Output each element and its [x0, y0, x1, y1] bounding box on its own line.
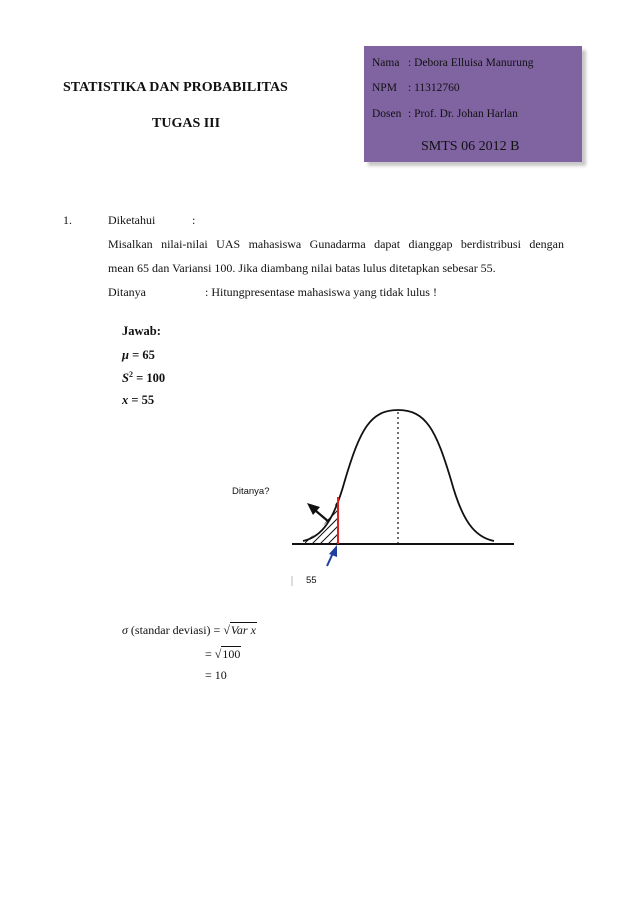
ditanya-label: Ditanya	[108, 285, 146, 299]
mu-value: = 65	[132, 348, 155, 362]
bell-curve	[303, 410, 494, 541]
x-value: = 55	[131, 393, 155, 407]
x-symbol: x	[122, 393, 129, 407]
nama-value: : Debora Elluisa Manurung	[408, 57, 534, 69]
cutoff-arrow-head	[329, 545, 337, 557]
figure-x-label: 55	[306, 575, 317, 586]
sqrt-100-value: 100	[222, 647, 241, 661]
class-label: SMTS 06 2012 B	[421, 139, 520, 154]
sigma-description: (standar deviasi) =	[130, 623, 221, 637]
problem-line-2: mean 65 dan Variansi 100. Jika diambang nilai batas lulus ditetapkan sebesar 55.	[108, 261, 496, 275]
s-value: = 100	[136, 371, 166, 386]
mu-symbol: μ	[122, 348, 129, 362]
s-superscript: 2	[128, 370, 133, 379]
problem-number: 1.	[63, 213, 72, 227]
var-x-expression: Var x	[230, 623, 256, 637]
jawab-heading: Jawab:	[122, 324, 161, 338]
dosen-label: Dosen	[372, 108, 402, 120]
s-symbol: S	[122, 371, 129, 386]
sqrt-var-expression: √Var x	[223, 623, 256, 637]
sigma-line	[122, 622, 257, 638]
sigma-result: = 10	[205, 668, 227, 682]
sqrt-100-line	[205, 646, 241, 662]
tail-arrow-line	[316, 511, 329, 522]
diketahui-colon: :	[192, 213, 196, 227]
dosen-value: : Prof. Dr. Johan Harlan	[408, 108, 518, 120]
sqrt-100-expression: √100	[214, 647, 241, 661]
npm-label: NPM	[372, 82, 397, 94]
sigma-symbol: σ	[122, 623, 128, 637]
npm-value: : 11312760	[408, 82, 460, 94]
nama-label: Nama	[372, 57, 400, 69]
diketahui-label: Diketahui	[108, 213, 156, 227]
assignment-title: TUGAS III	[152, 116, 221, 131]
equals-sign: =	[205, 647, 212, 661]
course-title: STATISTIKA DAN PROBABILITAS	[63, 80, 288, 95]
figure-ditanya-label: Ditanya?	[232, 486, 270, 497]
ditanya-value: : Hitungpresentase mahasiswa yang tidak lulus !	[205, 285, 437, 299]
problem-line-1: Misalkan nilai-nilai UAS mahasiswa Gunadarma dapat dianggap berdistribusi dengan	[108, 237, 564, 251]
